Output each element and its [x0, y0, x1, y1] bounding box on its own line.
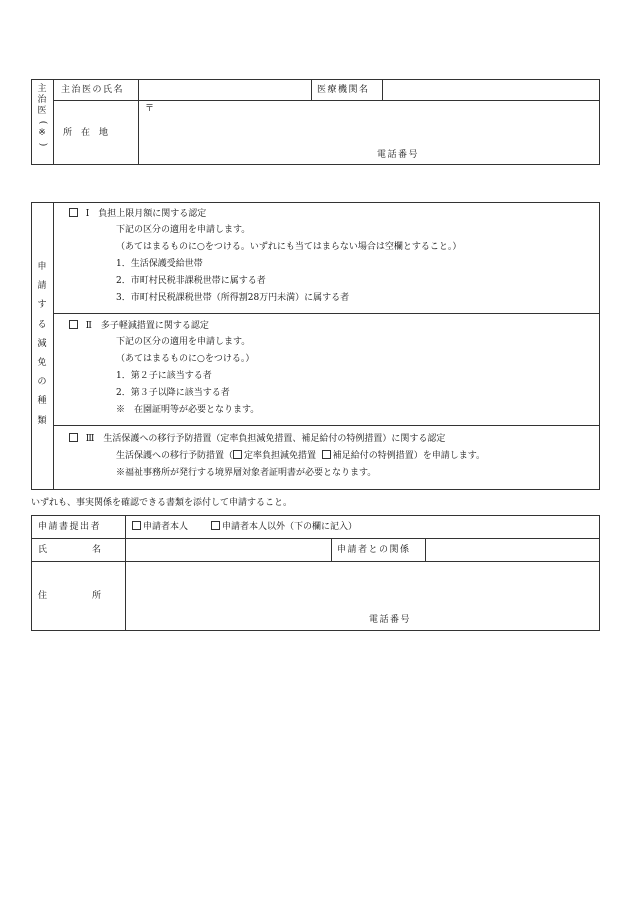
section2-option[interactable]: 2．第３子以降に該当する者 [116, 388, 230, 398]
institution-field[interactable] [384, 81, 598, 98]
submitter-address-label: 住 所 [38, 591, 102, 601]
submitter-name-field[interactable] [127, 540, 329, 559]
self-checkbox[interactable] [132, 521, 141, 530]
section1-option[interactable]: 2．市町村民税非課税世帯に属する者 [116, 276, 266, 286]
section1-title: Ⅰ 負担上限月額に関する認定 [69, 208, 206, 220]
submitter-address-field[interactable] [127, 563, 598, 609]
relation-label: 申請者との関係 [337, 545, 411, 555]
submitter-option-other[interactable]: 申請者本人以外（下の欄に記入） [211, 521, 357, 533]
section2-line: （あてはまるものに○をつける。） [116, 354, 255, 364]
section3-line: 生活保護への移行予防措置（ 定率負担減免措置 補足給付の特例措置）を申請します。 [116, 451, 486, 461]
section2-note: ※ 在園証明等が必要となります。 [116, 405, 260, 415]
section2-title: Ⅱ 多子軽減措置に関する認定 [69, 320, 209, 332]
institution-label: 医療機関名 [317, 85, 370, 95]
attachment-note: いずれも、事実関係を確認できる書類を添付して申請すること。 [31, 498, 293, 508]
section1-option[interactable]: 3．市町村民税課税世帯（所得割28万円未満）に属する者 [116, 293, 350, 303]
section2-line: 下記の区分の適用を申請します。 [116, 337, 251, 347]
section1-line: 下記の区分の適用を申請します。 [116, 225, 251, 235]
fixed-rate-checkbox[interactable] [233, 450, 242, 459]
location-field[interactable] [140, 115, 365, 145]
submitter-option-self[interactable]: 申請者本人 [132, 521, 188, 533]
section1-line: （あてはまるものに○をつける。いずれにも当てはまらない場合は空欄とすること。） [116, 242, 462, 252]
postal-mark: 〒 [145, 104, 155, 114]
reduction-side-label: 申 請 す る 減 免 の 種 類 [37, 262, 47, 426]
section1-option[interactable]: 1．生活保護受給世帯 [116, 259, 203, 269]
doctor-name-label: 主治医の氏名 [61, 85, 125, 95]
section3-title: Ⅲ 生活保護への移行予防措置（定率負担減免措置、補足給付の特例措置）に関する認定 [69, 433, 445, 445]
doctor-side-label: 主 治 医 ( ※ ) [37, 84, 48, 147]
location-label: 所 在 地 [63, 128, 109, 138]
submitter-phone-label: 電話番号 [369, 615, 412, 625]
doctor-name-field[interactable] [140, 81, 309, 98]
section3-checkbox[interactable] [69, 433, 78, 442]
section3-note: ※福祉事務所が発行する境界層対象者証明書が必要となります。 [116, 468, 377, 478]
submitter-label: 申請書提出者 [38, 522, 102, 532]
section1-checkbox[interactable] [69, 208, 78, 217]
supplementary-checkbox[interactable] [322, 450, 331, 459]
section2-option[interactable]: 1．第２子に該当する者 [116, 371, 212, 381]
other-checkbox[interactable] [211, 521, 220, 530]
submitter-name-label: 氏 名 [38, 545, 102, 555]
relation-field[interactable] [427, 540, 598, 559]
doctor-phone-label: 電話番号 [377, 150, 420, 160]
section2-checkbox[interactable] [69, 320, 78, 329]
